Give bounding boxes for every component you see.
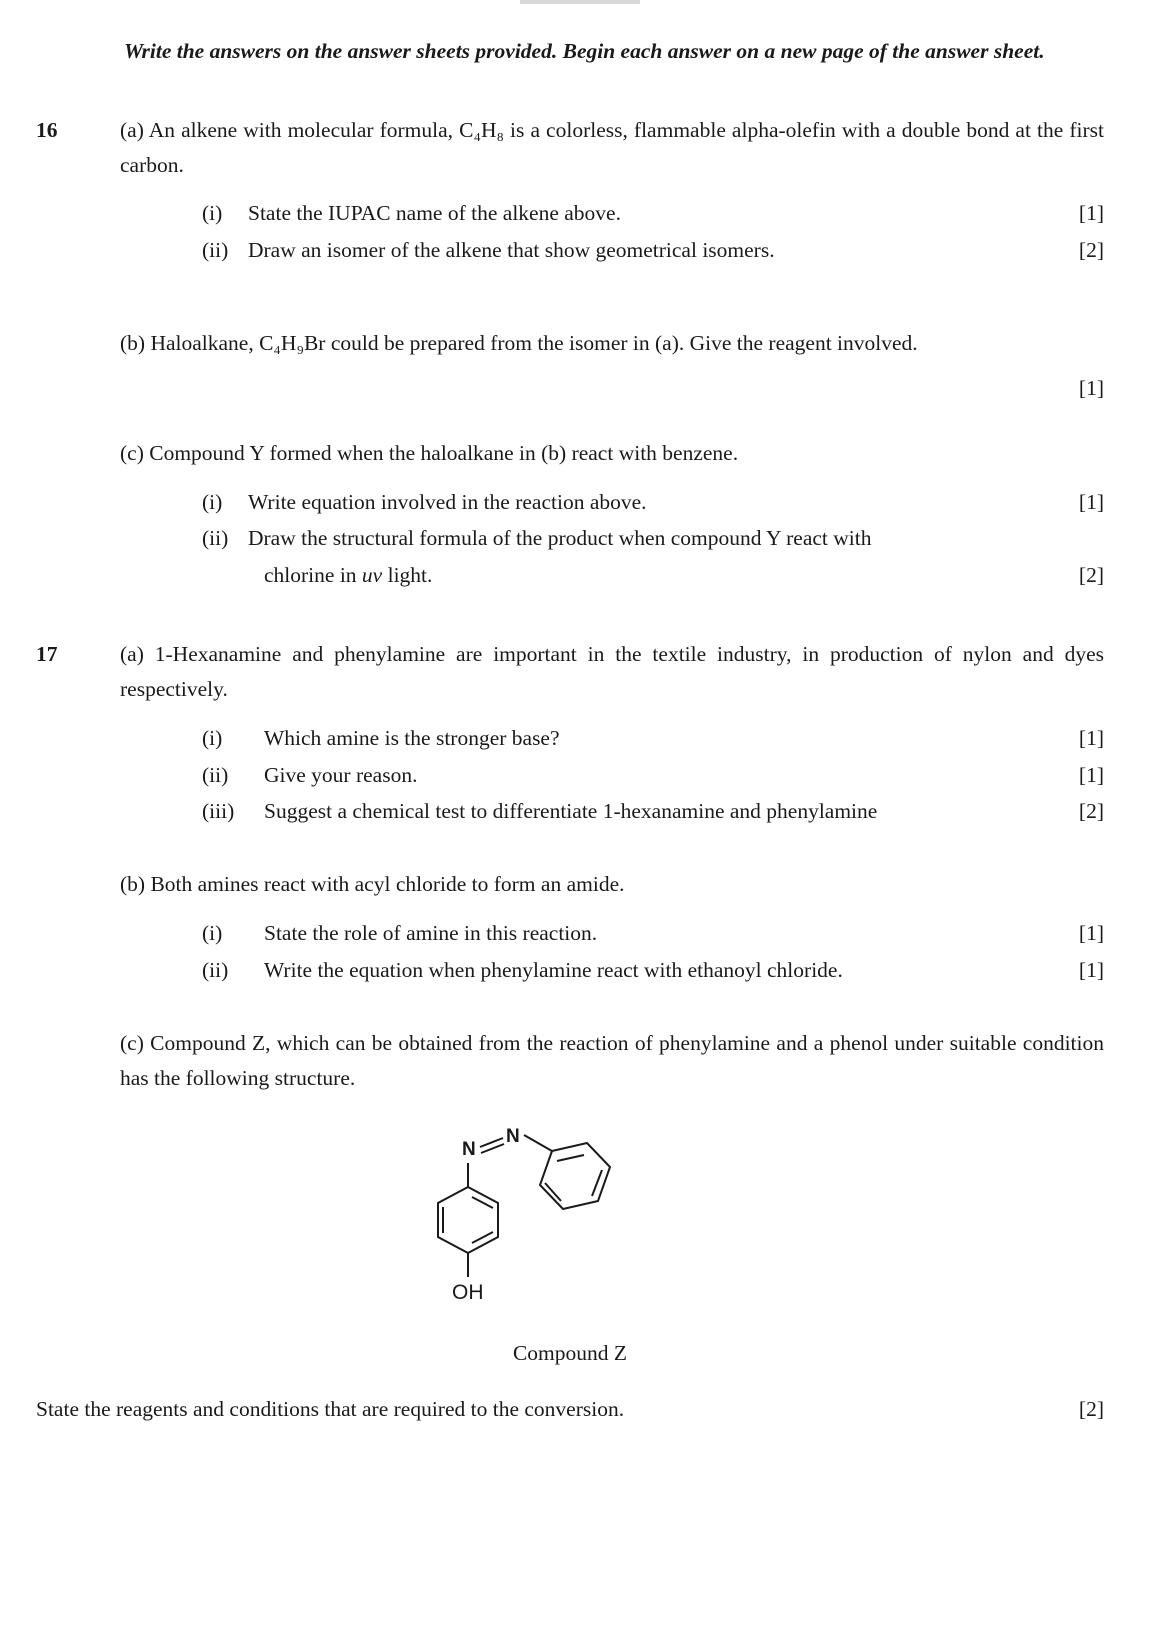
subitem-label: (ii) [202, 957, 229, 982]
subitem-marks: [1] [1078, 201, 1104, 226]
list-item [202, 916, 1104, 951]
list-item-continuation [202, 558, 1104, 593]
question-16-part-c-text: (c) Compound Y formed when the haloalkane in (b) react with benzene. [120, 440, 739, 465]
question-16-part-a [120, 113, 1104, 183]
question-17-part-c-text: (c) Compound Z, which can be obtained from the reaction of phenylamine and a phenol under suitable condition has the following structure. [120, 1030, 1104, 1090]
question-17-part-a [120, 637, 1104, 707]
question-17-b-subitems [202, 916, 1104, 988]
subitem-marks: [2] [1078, 238, 1104, 263]
atom-label-oh: OH [452, 1281, 484, 1305]
question-16-a-subitems [202, 196, 1104, 268]
list-item [202, 521, 1104, 556]
instruction-text: Write the answers on the answer sheets provided. Begin each answer on a new page of the answer sheet. [124, 39, 1045, 63]
question-16-part-b-text: (b) Haloalkane, C₄H₉Br could be prepared from the isomer in (a). Give the reagent involved. [120, 331, 918, 356]
question-16-c-subitems [202, 485, 1104, 593]
benzene-ring-right [540, 1143, 610, 1209]
compound-z-caption: Compound Z [512, 1341, 628, 1366]
subitem-marks: [1] [1078, 957, 1104, 982]
question-17-final-line [36, 1392, 1104, 1427]
subitem-label: (i) [202, 725, 223, 750]
atom-label-n2: N [506, 1126, 520, 1148]
subitem-text: Draw the structural formula of the product when compound Y react with [248, 526, 872, 551]
subitem-label: (ii) [202, 238, 229, 263]
compound-z-structure [36, 1125, 1104, 1366]
question-16-part-b-marks: [1] [1078, 375, 1104, 400]
subitem-marks: [1] [1078, 725, 1104, 750]
question-17-part-b-text: (b) Both amines react with acyl chloride to form an amide. [120, 872, 625, 897]
atom-label-n1: N [462, 1139, 476, 1161]
page-top-marker [520, 0, 640, 4]
subitem-label: (i) [202, 201, 223, 226]
subitem-label: (ii) [202, 526, 229, 551]
uv-italic: uv [361, 563, 383, 588]
spacer [36, 829, 1104, 867]
azo-compound-diagram [410, 1125, 730, 1335]
question-17-part-a-label: (a) [120, 642, 144, 667]
list-item [202, 721, 1104, 756]
question-16-part-a-text: An alkene with molecular formula, C₄H₈ is a colorless, flammable alpha-olefin with a double bond at the first carbon. [120, 117, 1104, 177]
question-17-final-text: State the reagents and conditions that are required to the conversion. [36, 1397, 625, 1422]
subitem-text: Write equation involved in the reaction above. [248, 489, 647, 514]
subitem-text: Give your reason. [264, 762, 418, 787]
question-16 [36, 113, 1104, 593]
question-16-number: 16 [36, 117, 58, 142]
question-17-final-marks: [2] [1078, 1397, 1104, 1422]
subitem-text: Draw an isomer of the alkene that show geometrical isomers. [248, 238, 775, 263]
benzene-ring-left [438, 1187, 498, 1253]
subitem-label: (ii) [202, 762, 229, 787]
list-item [202, 953, 1104, 988]
subitem-text: State the role of amine in this reaction. [264, 921, 598, 946]
question-17-a-subitems [202, 721, 1104, 829]
subitem-label: (i) [202, 921, 223, 946]
subitem-marks: [1] [1078, 489, 1104, 514]
spacer [36, 988, 1104, 1026]
subitem-marks: [1] [1078, 762, 1104, 787]
question-16-part-a-label: (a) [120, 117, 144, 142]
question-16-part-b [120, 326, 1104, 406]
subitem-text: Write the equation when phenylamine react with ethanoyl chloride. [264, 957, 843, 982]
list-item [202, 233, 1104, 268]
question-16-part-c [120, 436, 1104, 471]
list-item [202, 196, 1104, 231]
list-item [202, 758, 1104, 793]
subitem-continuation-text: chlorine in uv light. [264, 563, 433, 588]
subitem-text: Suggest a chemical test to differentiate 1-hexanamine and phenylamine [264, 799, 878, 824]
subitem-label: (iii) [202, 799, 235, 824]
subitem-marks: [2] [1078, 799, 1104, 824]
subitem-marks: [1] [1078, 921, 1104, 946]
question-17 [36, 637, 1104, 1427]
spacer [36, 268, 1104, 290]
question-17-part-b [120, 867, 1104, 902]
subitem-marks: [2] [1078, 563, 1104, 588]
list-item [202, 485, 1104, 520]
subitem-label: (i) [202, 489, 223, 514]
list-item [202, 794, 1104, 829]
question-17-part-c [36, 1026, 1104, 1096]
question-17-part-a-text: 1-Hexanamine and phenylamine are important in the textile industry, in production of nylon and dyes respectively. [120, 642, 1104, 701]
question-17-number: 17 [36, 642, 58, 667]
subitem-text: State the IUPAC name of the alkene above. [248, 201, 621, 226]
subitem-text: Which amine is the stronger base? [264, 725, 560, 750]
